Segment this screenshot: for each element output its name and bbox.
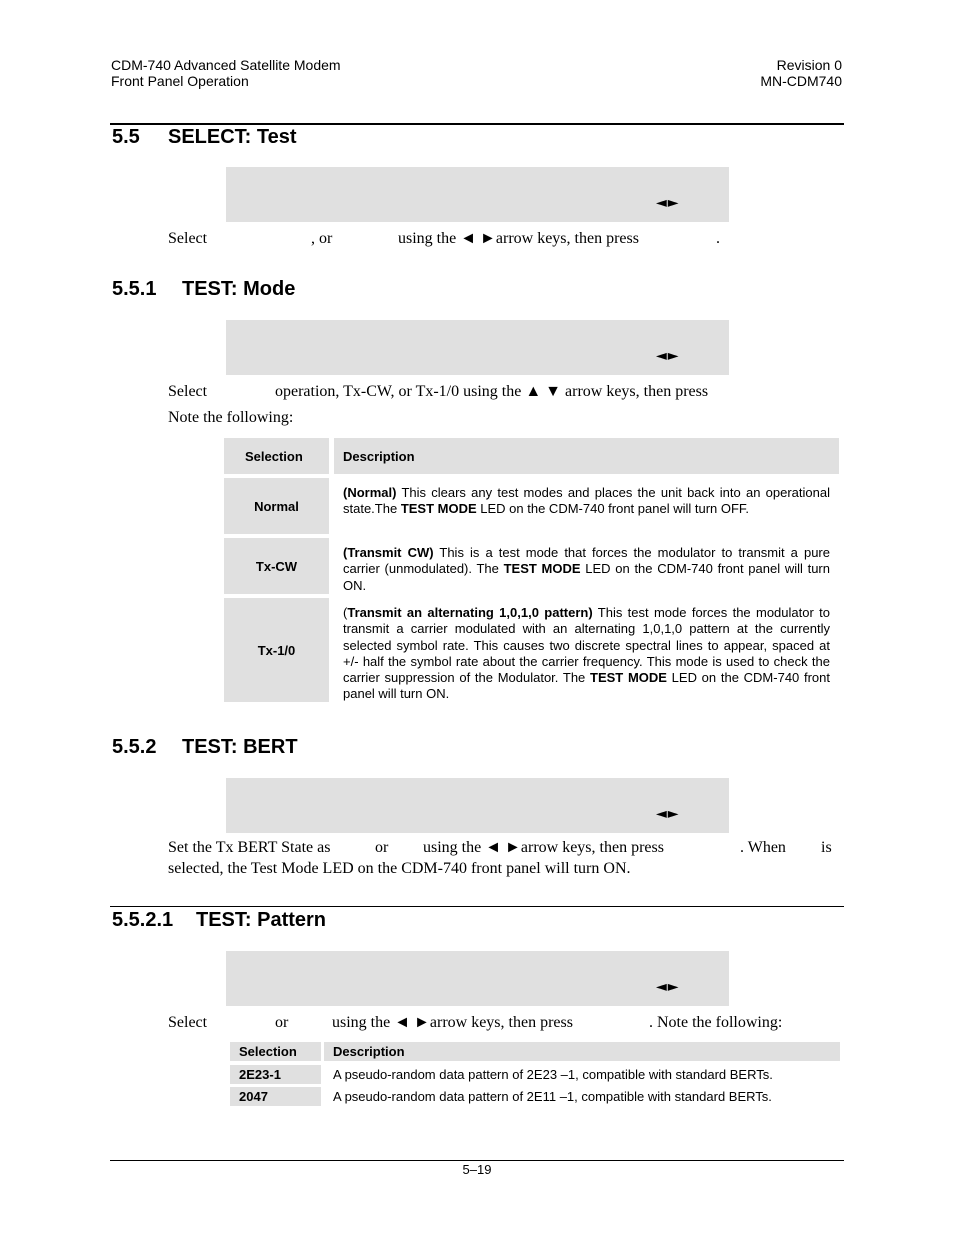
header-doc-number: MN-CDM740 bbox=[760, 73, 842, 89]
table-row-selection: 2047 bbox=[230, 1087, 321, 1106]
header-rule bbox=[110, 123, 844, 125]
left-right-arrows-icon: ◄► bbox=[656, 979, 680, 995]
header-revision: Revision 0 bbox=[776, 57, 842, 73]
body-text: or bbox=[375, 839, 389, 856]
body-text: . bbox=[716, 230, 720, 247]
header-subtitle: Front Panel Operation bbox=[111, 73, 249, 89]
table-row-description: A pseudo-random data pattern of 2E23 –1, compatible with standard BERTs. bbox=[333, 1067, 773, 1082]
table-row-selection: 2E23-1 bbox=[230, 1065, 321, 1084]
left-right-arrows-icon: ◄► bbox=[656, 195, 680, 211]
left-right-arrows-icon: ◄► bbox=[656, 806, 680, 822]
section-5-5-1-number: 5.5.1 bbox=[112, 278, 157, 300]
note-text: Note the following: bbox=[168, 409, 294, 426]
section-5-5-2-number: 5.5.2 bbox=[112, 736, 157, 758]
body-text: . When bbox=[740, 839, 786, 856]
table-row-selection: Tx-1/0 bbox=[224, 598, 329, 702]
section-rule bbox=[110, 906, 844, 907]
lcd-display-test-pattern bbox=[226, 951, 729, 1006]
table-row-selection: Tx-CW bbox=[224, 538, 329, 594]
table-row-description: A pseudo-random data pattern of 2E11 –1, compatible with standard BERTs. bbox=[333, 1089, 772, 1104]
table-row-selection: Normal bbox=[224, 478, 329, 534]
body-text: Select bbox=[168, 1014, 208, 1031]
footer-rule bbox=[110, 1160, 844, 1161]
body-text: or bbox=[275, 1014, 289, 1031]
table-header-description: Description bbox=[324, 1042, 840, 1061]
left-right-arrows-icon: ◄► bbox=[656, 348, 680, 364]
body-text: using the ◄ ►arrow keys, then press bbox=[398, 230, 639, 247]
table-header-description: Description bbox=[334, 438, 839, 474]
table-header-selection: Selection bbox=[230, 1042, 321, 1061]
body-text: using the ◄ ►arrow keys, then press bbox=[332, 1014, 573, 1031]
section-5-5-2-1-title: TEST: Pattern bbox=[196, 909, 327, 931]
section-5-5-1-title: TEST: Mode bbox=[182, 278, 296, 300]
body-text: . Note the following: bbox=[649, 1014, 783, 1031]
section-5-5-title: SELECT: Test bbox=[168, 126, 297, 148]
body-text: using the ◄ ►arrow keys, then press bbox=[423, 839, 664, 856]
lcd-display-test-bert bbox=[226, 778, 729, 833]
table-row-description: (Transmit CW) This is a test mode that forces the modulator to transmit a pure carrier (unmodulated). The TEST MODE LED on the CDM-740 front panel will turn ON. bbox=[334, 538, 839, 594]
body-text: is bbox=[821, 839, 832, 856]
body-text: , or bbox=[311, 230, 333, 247]
table-row-description: (Normal) This clears any test modes and places the unit back into an operational state.The TEST MODE LED on the CDM-740 front panel will turn OFF. bbox=[334, 478, 839, 534]
section-5-5-number: 5.5 bbox=[112, 126, 140, 148]
lcd-display-select-test bbox=[226, 167, 729, 222]
body-text: operation, Tx-CW, or Tx-1/0 using the ▲ ▼ arrow keys, then press bbox=[275, 383, 709, 400]
body-text: Set the Tx BERT State as bbox=[168, 839, 331, 856]
body-text: selected, the Test Mode LED on the CDM-740 front panel will turn ON. bbox=[168, 860, 631, 877]
body-text: Select bbox=[168, 230, 208, 247]
body-text: Select bbox=[168, 383, 208, 400]
section-5-5-2-title: TEST: BERT bbox=[182, 736, 298, 758]
header-title: CDM-740 Advanced Satellite Modem bbox=[111, 57, 341, 73]
table-header-selection: Selection bbox=[224, 438, 329, 474]
table-row-description: (Transmit an alternating 1,0,1,0 pattern) This test mode forces the modulator to transmit a carrier modulated with an alternating 1,0,1,0 pattern at the currently selected symbol rate. This causes two discrete spectral lines to appear, spaced at +/- half the symbol rate about the carrier frequency. This mode is used to check the carrier suppression of the Modulator. The TEST MODE LED on the CDM-740 front panel will turn ON. bbox=[334, 598, 839, 702]
lcd-display-test-mode bbox=[226, 320, 729, 375]
section-5-5-2-1-number: 5.5.2.1 bbox=[112, 909, 174, 931]
page-number: 5–19 bbox=[462, 1162, 492, 1177]
